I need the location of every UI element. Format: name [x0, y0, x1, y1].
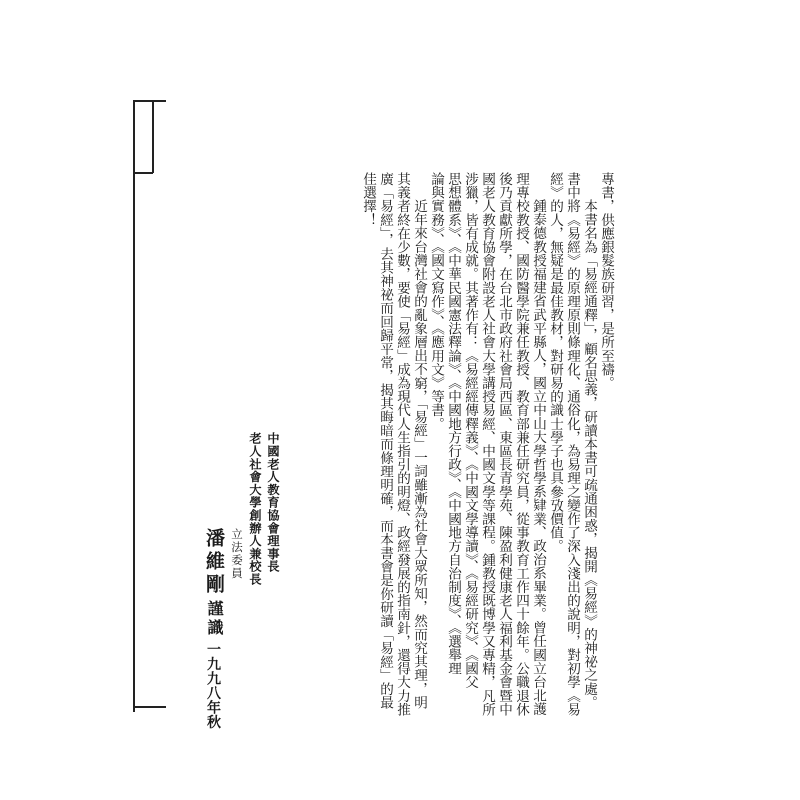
margin-bracket-line	[133, 706, 166, 708]
text-column: 其義者終在少數，要使「易經」成為現代人生指引的明燈、政經發展的指南針，還得大力推	[394, 172, 410, 716]
text-column: 佳選擇！	[360, 172, 376, 227]
signature-name: 潘維剛	[203, 528, 225, 597]
text-column: 思想體系》、《中華民國憲法釋論》、《中國地方行政》、《中國地方自治制度》、《選舉理	[445, 172, 461, 676]
body-text	[359, 172, 614, 742]
signature-title-legislator: 立法委員	[230, 528, 244, 580]
text-column: 涉獵，皆有成就。其著作有：《易經經傳釋義》、《中國文學導讀》、《易經研究》、《國父	[462, 172, 478, 689]
text-column: 論與實務》、《國文寫作》、《應用文》等書。	[428, 172, 444, 431]
text-column: 後乃貢獻所學，在台北市政府社會局西區、東區長青學苑、陳盈利健康老人福利基金會暨中	[496, 172, 512, 716]
text-column: 理專校教授、國防醫學院兼任教授、教育部兼任研究員，從事教育工作四十餘年。公職退休	[513, 172, 529, 716]
text-column: 近年來台灣社會的亂象層出不窮，「易經」一詞雖漸為社會大眾所知，然而究其理，明	[411, 199, 427, 710]
signature-date: 一九九八年秋	[205, 642, 221, 729]
margin-bracket-line	[133, 100, 166, 102]
signature-title-association: 中國老人教育協會理事長	[266, 432, 280, 573]
text-column: 鍾泰德教授福建省武平縣人，國立中山大學哲學系肄業、政治系畢業。曾任國立台北護	[530, 199, 546, 716]
margin-bracket-line	[152, 100, 154, 173]
text-column: 經》的人，無疑是最佳教材，對研易的識士學子也具參攷價值。	[547, 172, 563, 553]
text-column: 廣「易經」，去其神祕而回歸平常，揭其晦暗而條理明確，而本書會是你研讀「易經」的最	[377, 172, 393, 710]
text-column: 本書名為「易經通釋」，顧名思義，研讀本書可疏通困惑，揭開《易經》的神祕之處。	[581, 199, 597, 710]
signature-title-university: 老人社會大學創辦人兼校長	[248, 432, 262, 586]
margin-bracket-line	[133, 172, 153, 174]
signature-closing: 謹識	[205, 600, 224, 638]
text-column: 專書，供應銀髮族研習，是所至禱。	[598, 172, 614, 390]
text-column: 國老人教育協會附設老人社會大學講授易經、中國文學等課程。鍾教授既博學又專精，凡所	[479, 172, 495, 716]
margin-bracket-line	[133, 100, 135, 712]
text-column: 書中將《易經》的原理原則條理化、通俗化，為易理之變作了深入淺出的說明，對初學《易	[564, 172, 580, 716]
